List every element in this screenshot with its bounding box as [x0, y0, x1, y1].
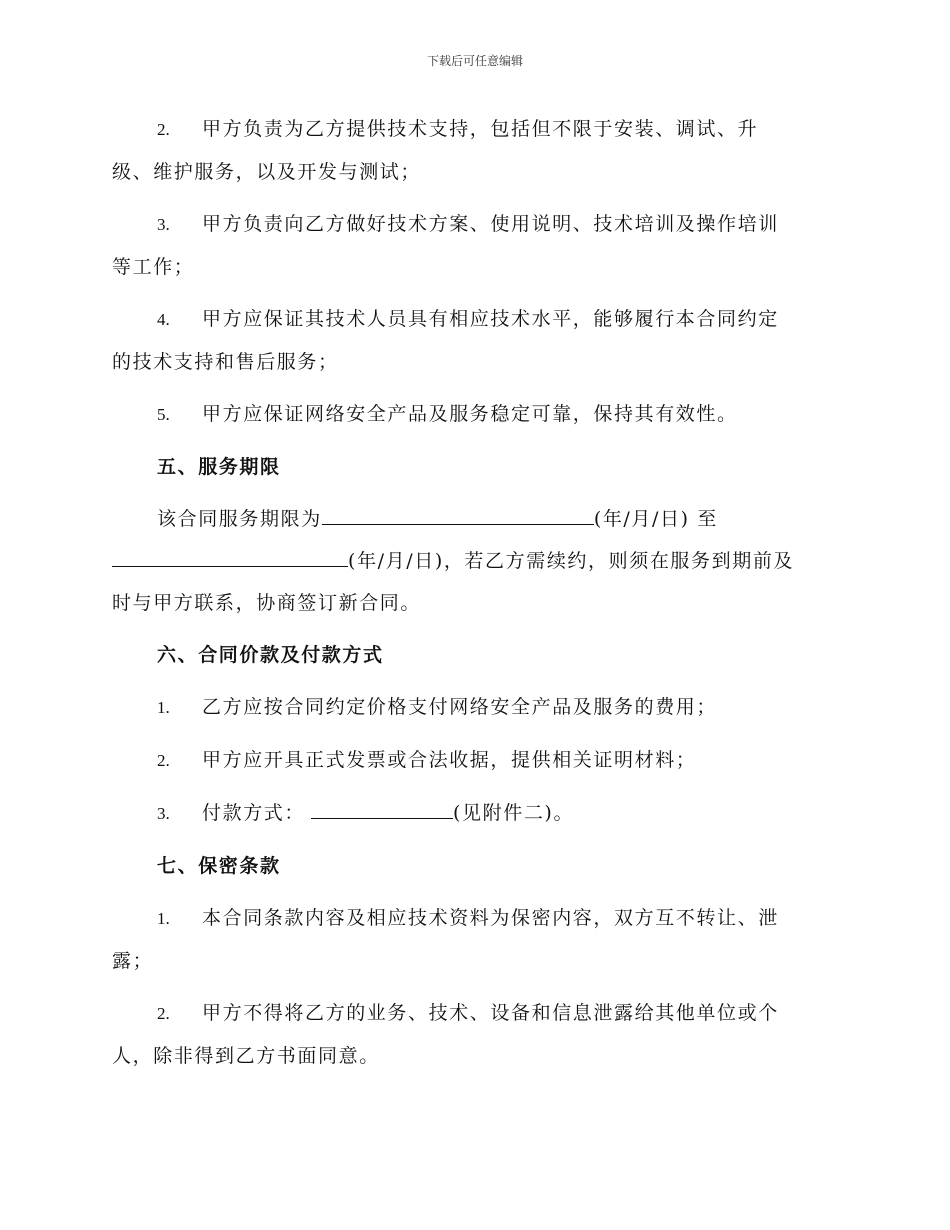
list-item: [112, 393, 836, 436]
item-text-cont: 的技术支持和售后服务；: [112, 351, 339, 373]
section-heading-service-term: 五、服务期限: [157, 456, 281, 478]
item-text-cont: 等工作；: [112, 256, 195, 278]
item-number: 1.: [157, 909, 170, 928]
item-text: 甲方应保证网络安全产品及服务稳定可靠，保持其有效性。: [202, 403, 738, 425]
section-heading-confidentiality: 七、保密条款: [157, 855, 281, 877]
item-text: 乙方应按合同约定价格支付网络安全产品及服务的费用；: [202, 696, 718, 718]
item-text: 本合同条款内容及相应技术资料为保密内容，双方互不转让、泄: [202, 907, 779, 929]
item-number: 5.: [157, 405, 170, 424]
end-date-blank: [112, 542, 348, 567]
item-text: 甲方不得将乙方的业务、技术、设备和信息泄露给其他单位或个: [202, 1002, 779, 1024]
item-text: 甲方负责向乙方做好技术方案、使用说明、技术培训及操作培训: [202, 213, 779, 235]
item-number: 2.: [157, 751, 170, 770]
item-text-cont: 人，除非得到乙方书面同意。: [112, 1045, 380, 1067]
list-item: [112, 992, 836, 1077]
term-line2: (年/月/日)，若乙方需续约，则须在服务到期前及: [348, 550, 795, 572]
list-item: [112, 739, 836, 782]
term-line3: 时与甲方联系，协商签订新合同。: [112, 592, 422, 614]
payment-method-suffix: (见附件二)。: [453, 802, 575, 824]
list-item: [112, 298, 836, 383]
payment-method-label: 付款方式：: [202, 802, 306, 824]
item-number: 2.: [157, 1004, 170, 1023]
section-heading-price-payment: 六、合同价款及付款方式: [157, 644, 384, 666]
document-body: [112, 108, 836, 1087]
list-item: [112, 792, 836, 835]
item-text-cont: 级、维护服务，以及开发与测试；: [112, 161, 422, 183]
item-text: 甲方应保证其技术人员具有相应技术水平，能够履行本合同约定: [202, 308, 779, 330]
item-text: 甲方应开具正式发票或合法收据，提供相关证明材料；: [202, 749, 697, 771]
item-number: 3.: [157, 215, 170, 234]
page-header: 下载后可任意编辑: [426, 54, 523, 68]
term-suffix: (年/月/日) 至: [593, 508, 718, 530]
list-item: [112, 108, 836, 193]
list-item: [112, 686, 836, 729]
start-date-blank: [322, 500, 594, 525]
item-text-cont: 露；: [112, 950, 154, 972]
payment-method-blank: [311, 794, 453, 819]
service-term-paragraph: [112, 498, 836, 624]
item-number: 1.: [157, 698, 170, 717]
item-number: 4.: [157, 310, 170, 329]
item-number: 2.: [157, 120, 170, 139]
list-item: [112, 203, 836, 288]
item-number: 3.: [157, 804, 170, 823]
list-item: [112, 897, 836, 982]
item-text: 甲方负责为乙方提供技术支持，包括但不限于安装、调试、升: [202, 118, 759, 140]
term-prefix: 该合同服务期限为: [157, 508, 322, 530]
